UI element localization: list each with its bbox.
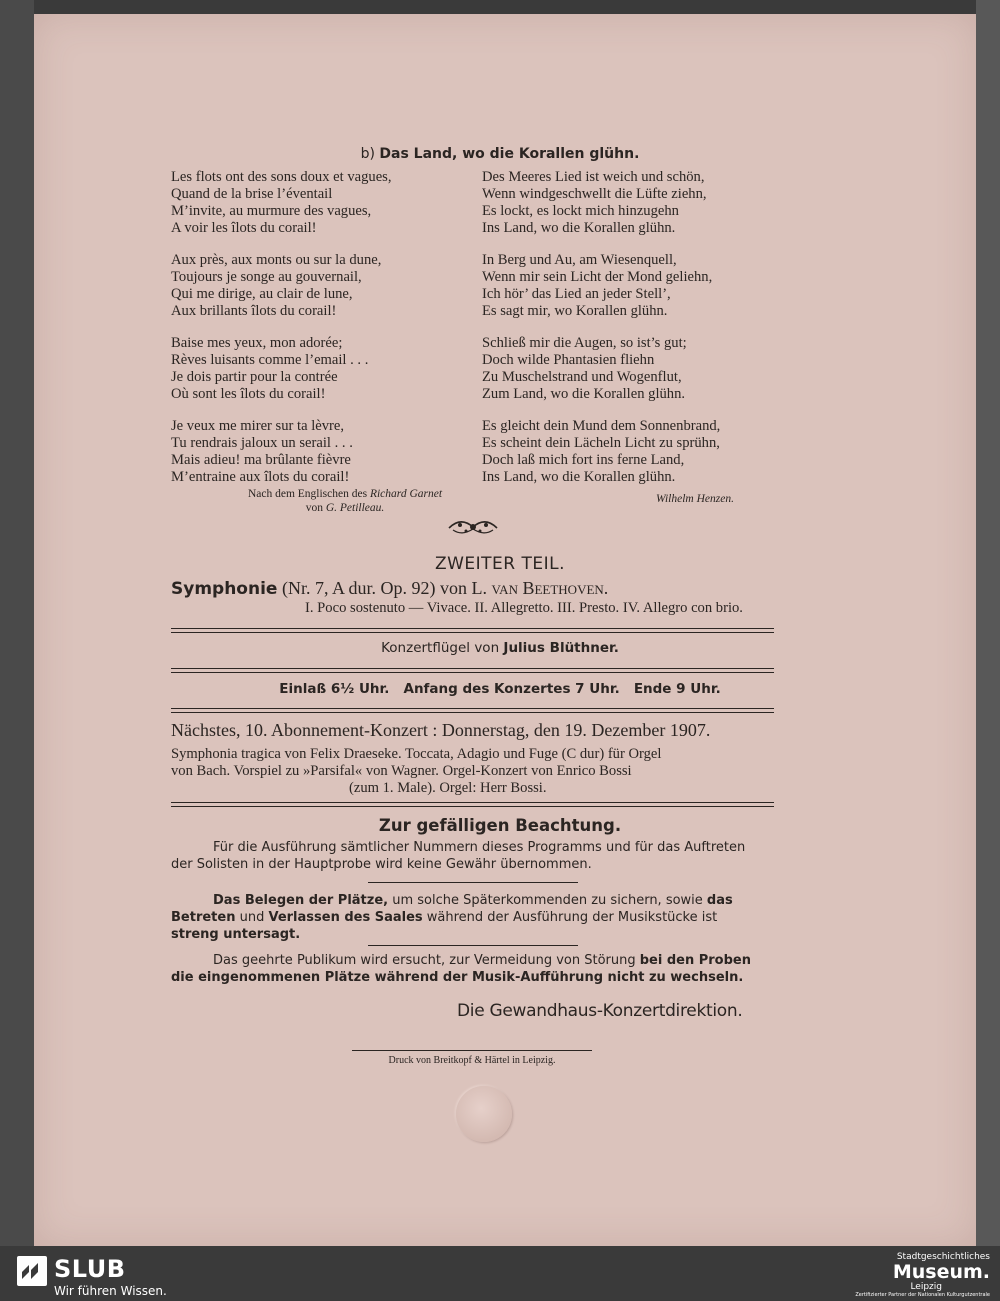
french-stanza-1: [171, 169, 392, 237]
verse-line: Aux près, aux monts ou sur la dune,: [171, 252, 382, 268]
notice-bold: das: [706, 893, 733, 908]
german-stanza-4: [482, 418, 720, 486]
german-stanza-1: [482, 169, 707, 237]
museum-name: Museum.: [892, 1261, 990, 1283]
signature: Die Gewandhaus-Konzertdirektion.: [457, 1001, 743, 1021]
verse-line: Es sagt mir, wo Korallen glühn.: [482, 303, 668, 319]
program-line: Symphonia tragica von Felix Draeseke. Toccata, Adagio und Fuge (C dur) für Orgel: [171, 746, 662, 762]
museum-logo[interactable]: [840, 1252, 990, 1299]
verse-line: Zu Muschelstrand und Wogenflut,: [482, 369, 682, 385]
verse-line: Des Meeres Lied ist weich und schön,: [482, 169, 705, 185]
verse-line: Qui me dirige, au clair de lune,: [171, 286, 353, 302]
verse-line: A voir les îlots du corail!: [171, 220, 317, 236]
verse-line: Mais adieu! ma brûlante fièvre: [171, 452, 351, 468]
floral-ornament-icon: [445, 516, 501, 538]
slub-logo-icon[interactable]: [17, 1256, 47, 1286]
double-rule: [171, 668, 774, 673]
verse-line: Ich hör’ das Lied an jeder Stell’,: [482, 286, 671, 302]
credit-author: Wilhelm Henzen.: [656, 493, 734, 505]
french-stanza-4: [171, 418, 353, 486]
composer-name: van Beethoven.: [491, 578, 609, 598]
credit-author: Richard Garnet: [369, 488, 443, 500]
embossed-stamp: [456, 1086, 512, 1142]
verse-line: Doch laß mich fort ins ferne Land,: [482, 452, 685, 468]
german-credit: [630, 492, 760, 506]
notice-paragraph-2: [171, 892, 775, 943]
symphony-label: Symphonie: [171, 579, 278, 599]
verse-line: Zum Land, wo die Korallen glühn.: [482, 386, 686, 402]
poem-title-text: Das Land, wo die Korallen glühn.: [379, 146, 640, 162]
verse-line: Toujours je songe au gouvernail,: [171, 269, 362, 285]
verse-line: Quand de la brise l’éventail: [171, 186, 333, 202]
museum-city: Leipzig: [910, 1282, 942, 1292]
notice-bold: Betreten: [171, 910, 236, 925]
program-line: (zum 1. Male). Orgel: Herr Bossi.: [349, 780, 547, 796]
notice-paragraph-3: [171, 952, 775, 986]
notice-bold: Das Belegen der Plätze,: [213, 893, 389, 908]
museum-partner-note: Zertifizierter Partner der Nationalen Kulturgutzentrale: [855, 1292, 990, 1298]
verse-line: In Berg und Au, am Wiesenquell,: [482, 252, 677, 268]
notice-line: Für die Ausführung sämtlicher Nummern dieses Programms und für das Auftreten: [213, 840, 746, 855]
separator-rule: [368, 945, 578, 946]
slub-tagline: Wir führen Wissen.: [54, 1284, 167, 1298]
credit-translator: G. Petilleau.: [325, 502, 385, 514]
printer-imprint: Druck von Breitkopf & Härtel in Leipzig.: [388, 1055, 556, 1066]
notice-text: um solche Späterkommenden zu sichern, sowie: [388, 893, 707, 908]
notice-paragraph-1: [171, 839, 775, 873]
verse-line: Je dois partir pour la contrée: [171, 369, 338, 385]
scan-right-edge: [976, 0, 1000, 1246]
next-concert-heading: Nächstes, 10. Abonnement-Konzert : Donnerstag, den 19. Dezember 1907.: [171, 720, 711, 740]
notice-bold: bei den Proben: [639, 953, 751, 968]
verse-line: M’invite, au murmure des vagues,: [171, 203, 372, 219]
notice-bold: streng untersagt.: [171, 927, 301, 942]
notice-title: Zur gefälligen Beachtung.: [378, 816, 622, 835]
verse-line: Aux brillants îlots du corail!: [171, 303, 337, 319]
poem-title: [0, 146, 1000, 162]
verse-line: Wenn mir sein Licht der Mond geliehn,: [482, 269, 713, 285]
notice-text: und: [235, 910, 269, 925]
piano-prefix: Konzertflügel von: [381, 640, 500, 656]
french-stanza-2: [171, 252, 381, 320]
verse-line: Schließ mir die Augen, so ist’s gut;: [482, 335, 687, 351]
verse-line: Es scheint dein Lächeln Licht zu sprühn,: [482, 435, 720, 451]
german-stanza-3: [482, 335, 687, 403]
credit-text: von: [305, 502, 323, 514]
verse-line: Où sont les îlots du corail!: [171, 386, 326, 402]
double-rule: [171, 628, 774, 633]
piano-maker: Julius Blüthner.: [503, 640, 619, 656]
double-rule: [171, 708, 774, 713]
slub-name[interactable]: SLUB: [54, 1255, 126, 1283]
notice-bold: die eingenommenen Plätze während der Musik-Aufführung nicht zu wechseln.: [171, 970, 744, 985]
verse-line: Es lockt, es lockt mich hinzugehn: [482, 203, 679, 219]
double-rule: [171, 802, 774, 807]
verse-line: Les flots ont des sons doux et vagues,: [171, 169, 392, 185]
symphony-details: (Nr. 7, A dur. Op. 92) von: [281, 578, 467, 598]
program-line: von Bach. Vorspiel zu »Parsifal« von Wagner. Orgel-Konzert von Enrico Bossi: [171, 763, 632, 779]
composer-initial: L.: [471, 578, 487, 598]
notice-text: Das geehrte Publikum wird ersucht, zur Vermeidung von Störung: [213, 953, 640, 968]
piano-credit: [0, 640, 1000, 656]
verse-line: Je veux me mirer sur ta lèvre,: [171, 418, 345, 434]
verse-line: Es gleicht dein Mund dem Sonnenbrand,: [482, 418, 721, 434]
verse-line: M’entraine aux îlots du corail!: [171, 469, 350, 485]
verse-line: Rèves luisants comme l’email . . .: [171, 352, 369, 368]
notice-line: der Solisten in der Hauptprobe wird keine Gewähr übernommen.: [171, 857, 592, 872]
next-concert-program: [171, 746, 775, 797]
notice-text: während der Ausführung der Musikstücke ist: [422, 910, 718, 925]
printer-rule: [352, 1050, 592, 1051]
movement-list: I. Poco sostenuto — Vivace. II. Allegretto. III. Presto. IV. Allegro con brio.: [305, 600, 743, 616]
verse-line: Baise mes yeux, mon adorée;: [171, 335, 343, 351]
verse-line: Wenn windgeschwellt die Lüfte ziehn,: [482, 186, 707, 202]
scan-left-edge: [0, 0, 34, 1246]
symphony-line: [171, 578, 608, 599]
museum-line: Stadtgeschichtliches: [896, 1252, 990, 1262]
poem-title-prefix: b): [360, 146, 375, 162]
german-stanza-2: [482, 252, 712, 320]
part-heading: ZWEITER TEIL.: [434, 554, 566, 574]
verse-line: Ins Land, wo die Korallen glühn.: [482, 220, 676, 236]
french-stanza-3: [171, 335, 368, 403]
verse-line: Doch wilde Phantasien fliehn: [482, 352, 655, 368]
verse-line: Ins Land, wo die Korallen glühn.: [482, 469, 676, 485]
times-text: Einlaß 6½ Uhr. Anfang des Konzertes 7 Uhr. Ende 9 Uhr.: [279, 681, 721, 697]
notice-bold: Verlassen des Saales: [268, 910, 423, 925]
separator-rule: [368, 882, 578, 883]
french-credit: [210, 487, 480, 515]
verse-line: Tu rendrais jaloux un serail . . .: [171, 435, 353, 451]
credit-text: Nach dem Englischen des: [247, 488, 368, 500]
concert-times: [0, 681, 1000, 697]
